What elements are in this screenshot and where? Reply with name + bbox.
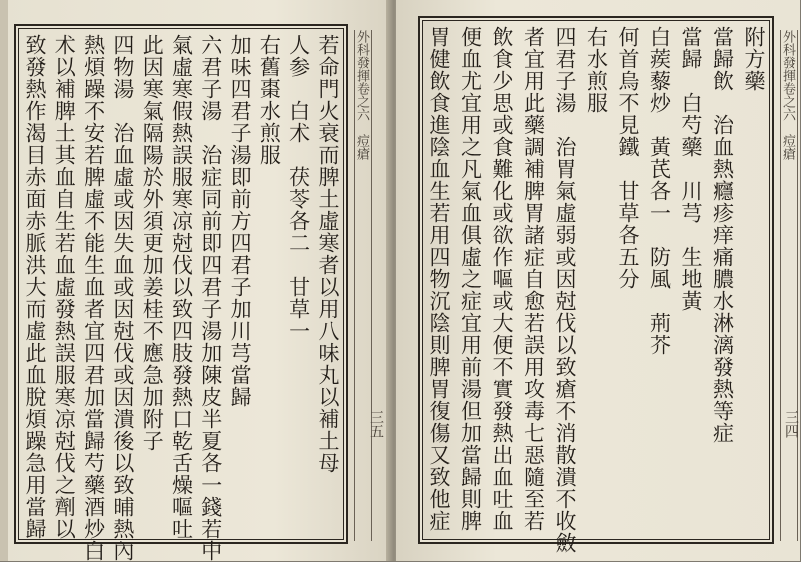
margin-title: 外科發揮卷之六 痘瘡	[780, 30, 798, 541]
text-column: 右舊棗水煎服	[257, 34, 282, 166]
text-column: 氣虛寒假熱誤服寒凉尅伐以致四肢發熱口乾舌燥嘔吐	[169, 34, 194, 540]
text-column: 白蒺藜炒 黃芪各一 防風 荊芥	[647, 26, 672, 356]
text-column: 右水煎服	[584, 26, 609, 114]
text-column: 者宜用此藥調補脾胃諸症自愈若誤用攻毒七惡隨至若	[521, 26, 546, 532]
right-columns	[427, 26, 766, 554]
page-number: 三四	[783, 410, 799, 438]
text-column: 當歸 白芍藥 川芎 生地黃	[679, 26, 703, 312]
right-page	[396, 0, 800, 561]
text-column: 加味四君子湯即前方四君子加川芎當歸	[228, 34, 253, 408]
text-column: 飲食少思或食難化或欲作嘔或大便不實發熱出血吐血	[490, 26, 514, 532]
left-columns	[23, 34, 340, 562]
text-column: 若命門火衰而脾土虛寒者以用八味丸以補土母	[315, 34, 340, 474]
right-text-frame	[418, 16, 774, 554]
text-column: 附方藥	[742, 26, 766, 92]
text-column: 當歸飲 治血熱癮疹痒痛膿水淋漓發熱等症	[710, 26, 735, 444]
text-column: 人参 白术 茯苓各二 甘草一	[286, 34, 311, 342]
page-edge	[0, 0, 8, 561]
text-column: 术以補脾土其血自生若血虛發熱誤服寒凉尅伐之劑以	[52, 34, 77, 540]
text-column: 致發熱作渴目赤面赤脈洪大而虛此血脫煩躁急用當歸	[23, 34, 47, 540]
text-column: 熱煩躁不安若脾虛不能生血者宜四君加當歸芍藥酒炒白	[81, 34, 106, 562]
text-column: 四物湯 治血虛或因失血或因尅伐或因潰後以致晡熱內	[110, 34, 135, 562]
text-column: 便血尤宜用之凡氣血俱虛之症宜用前湯但加當歸則脾	[458, 26, 483, 532]
text-column: 此因寒氣隔陽於外須更加姜桂不應急加附子	[140, 34, 165, 452]
text-column: 何首烏不見鐵 甘草各五分	[616, 26, 640, 290]
text-column: 四君子湯 治胃氣虛弱或因尅伐以致瘡不消散潰不收斂	[553, 26, 577, 554]
text-column: 胃健飲食進陰血生若用四物沉陰則脾胃復傷又致他症	[427, 26, 451, 532]
left-text-frame	[14, 24, 348, 562]
page-number: 三五	[368, 410, 384, 438]
margin-title: 外科發揮卷之六 痘瘡	[354, 30, 372, 541]
text-column: 六君子湯 治症同前即四君子湯加陳皮半夏各一錢若中	[198, 34, 223, 562]
left-page	[0, 0, 392, 561]
